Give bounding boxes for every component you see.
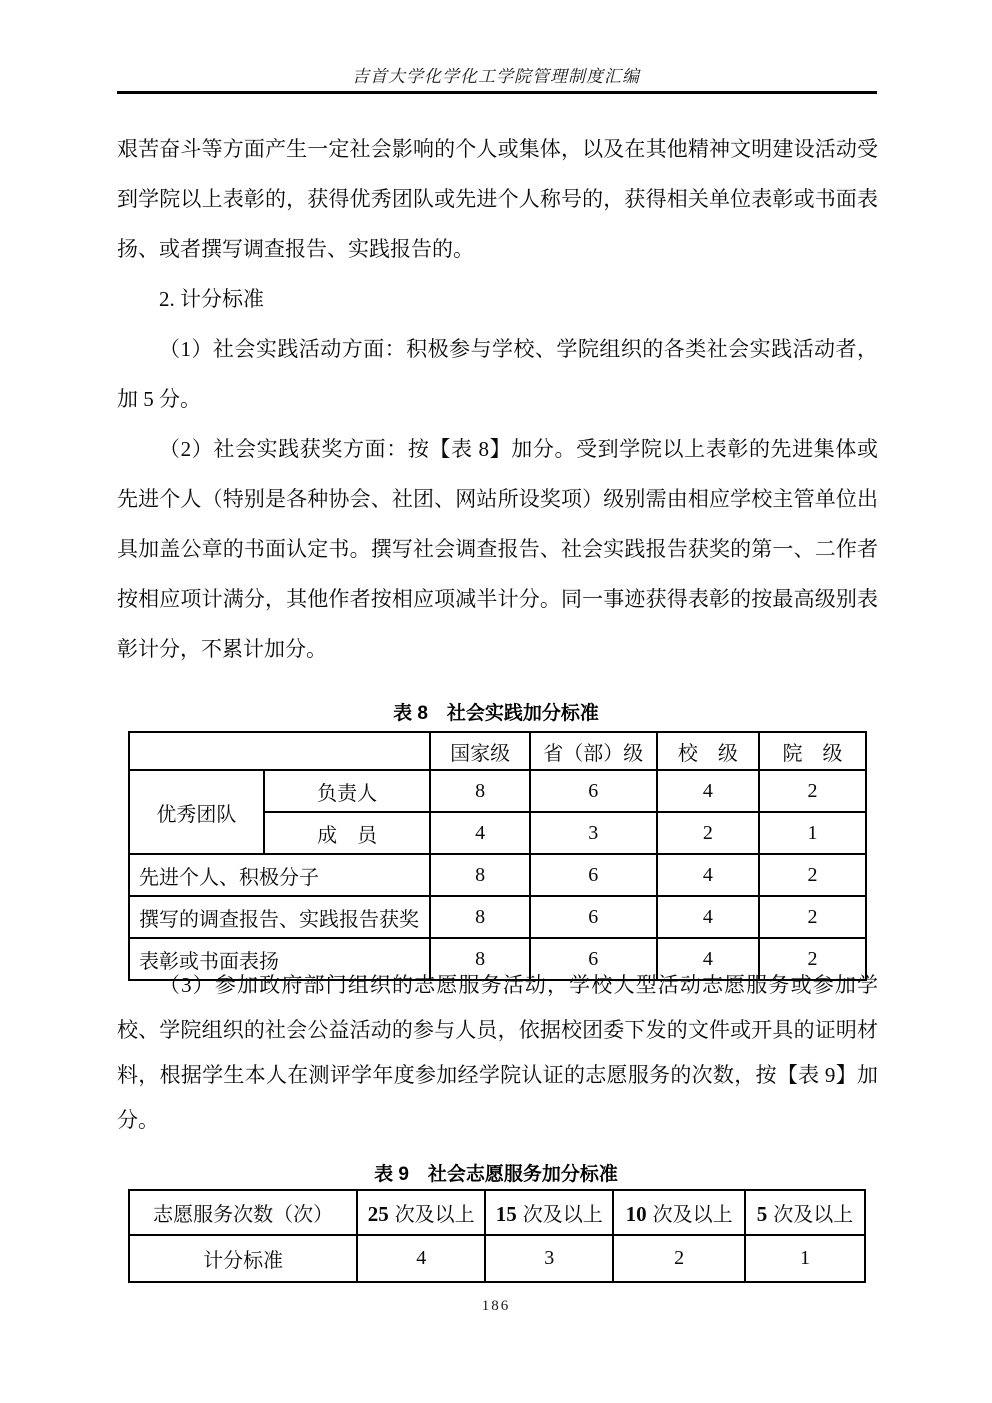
paragraph-text: 艰苦奋斗等方面产生一定社会影响的个人或集体，以及在其他精神文明建设活动受到学院以上表彰的，获得优秀团队或先进个人称号的，获得相关单位表彰或书面表扬、或者撰写调查报告、实践报告的。: [117, 137, 878, 261]
paragraph-item-3: [117, 963, 878, 1145]
table8-corner-cell: [129, 732, 430, 770]
table9-header-num: 15: [495, 1202, 517, 1226]
table8-value: 2: [759, 770, 866, 812]
table8-value: 2: [759, 938, 866, 980]
table8-header-national: 国家级: [430, 732, 529, 770]
table8-header-row: [129, 732, 866, 770]
table8-row-leader: [129, 770, 866, 812]
table9-header-25plus: [357, 1190, 485, 1235]
table9-header-unit: 次及以上: [773, 1204, 854, 1226]
page-number: 186: [481, 1298, 511, 1314]
section-heading-scoring: [117, 274, 878, 326]
table9-header-num: 10: [625, 1202, 647, 1226]
table9-score: 2: [613, 1235, 745, 1282]
table8-value: 6: [530, 896, 657, 938]
table8-value: 2: [759, 854, 866, 896]
table8-row-label: 撰写的调查报告、实践报告获奖: [129, 896, 430, 938]
table9-score: 3: [485, 1235, 613, 1282]
table9-header-15plus: [485, 1190, 613, 1235]
table8-value: 3: [530, 812, 657, 854]
table8-header-university: 校 级: [657, 732, 759, 770]
section-heading-text: 2. 计分标准: [159, 287, 264, 311]
table9-score-row: [129, 1235, 865, 1282]
table8-value: 6: [530, 938, 657, 980]
table9-caption: 表 9 社会志愿服务加分标准: [374, 1164, 618, 1185]
table9-header-5plus: [745, 1190, 865, 1235]
paragraph-text: （1）社会实践活动方面：积极参与学校、学院组织的各类社会实践活动者，加 5 分。: [117, 337, 878, 411]
paragraph-text: （3）参加政府部门组织的志愿服务活动，学校大型活动志愿服务或参加学校、学院组织的社会公益活动的参与人员，依据校团委下发的文件或开具的证明材料，根据学生本人在测评学年度参加经学院认证的志愿服务的次数，按【表 9】加分。: [117, 973, 878, 1132]
table8-row-label: 负责人: [264, 770, 431, 812]
table9-score-label: 计分标准: [129, 1235, 357, 1282]
table8-value: 6: [530, 854, 657, 896]
table8-row-label: 成 员: [264, 812, 431, 854]
table9-header-num: 5: [756, 1202, 768, 1226]
table9-header-unit: 次及以上: [652, 1204, 733, 1226]
table8-group-label: 优秀团队: [129, 770, 264, 854]
table8-social-practice: [128, 731, 867, 981]
table8-header-provincial: 省（部）级: [530, 732, 657, 770]
table8-caption: 表 8 社会实践加分标准: [393, 703, 599, 724]
table9-header-label: 志愿服务次数（次）: [129, 1190, 357, 1235]
table8-header-college: 院 级: [759, 732, 866, 770]
table8-value: 2: [759, 896, 866, 938]
table8-row-advanced-individual: [129, 854, 866, 896]
table8-value: 4: [430, 812, 529, 854]
table8-value: 1: [759, 812, 866, 854]
table9-header-unit: 次及以上: [394, 1204, 475, 1226]
table8-value: 4: [657, 896, 759, 938]
table9-volunteer-service: [128, 1189, 866, 1283]
table8-value: 6: [530, 770, 657, 812]
table8-row-label: 表彰或书面表扬: [129, 938, 430, 980]
table8-value: 8: [430, 770, 529, 812]
paragraph-text: （2）社会实践获奖方面：按【表 8】加分。受到学院以上表彰的先进集体或先进个人（特别是各种协会、社团、网站所设奖项）级别需由相应学校主管单位出具加盖公章的书面认定书。撰写社会调查报告、社会实践报告获奖的第一、二作者按相应项计满分，其他作者按相应项减半计分。同一事迹获得表彰的按最高级别表彰计分，不累计加分。: [117, 437, 878, 661]
table8-value: 2: [657, 812, 759, 854]
table8-value: 4: [657, 770, 759, 812]
table8-value: 8: [430, 896, 529, 938]
table8-row-report-award: [129, 896, 866, 938]
table8-value: 8: [430, 938, 529, 980]
table9-score: 4: [357, 1235, 485, 1282]
paragraph-item-2: [117, 424, 878, 676]
table9-header-10plus: [613, 1190, 745, 1235]
header-rule: [117, 91, 877, 94]
table9-header-unit: 次及以上: [522, 1204, 603, 1226]
table8-row-label: 先进个人、积极分子: [129, 854, 430, 896]
running-head: 吉首大学化学化工学院管理制度汇编: [352, 67, 640, 86]
table8-value: 4: [657, 854, 759, 896]
table9-header-row: [129, 1190, 865, 1235]
table9-header-num: 25: [367, 1202, 389, 1226]
table9-score: 1: [745, 1235, 865, 1282]
paragraph-item-1: [117, 324, 878, 426]
table8-value: 8: [430, 854, 529, 896]
table8-value: 4: [657, 938, 759, 980]
paragraph-continuation: [117, 124, 878, 276]
